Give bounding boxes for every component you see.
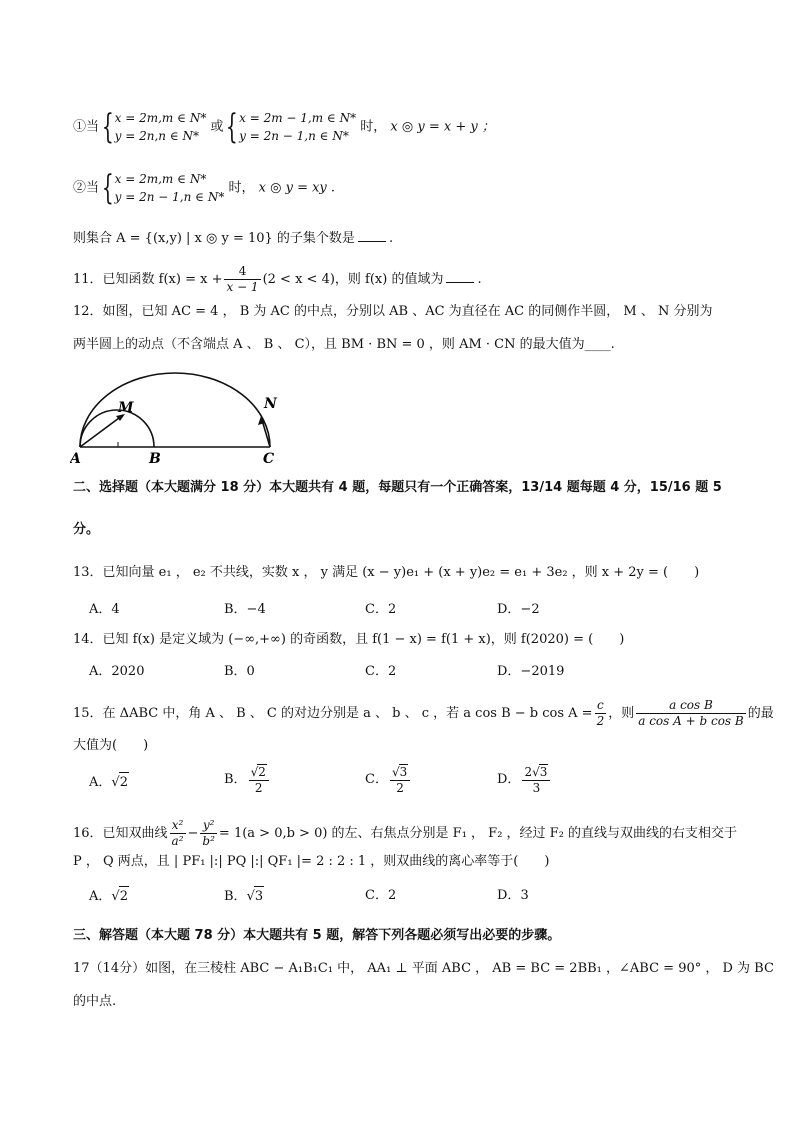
q16-fraction-y: $\frac{\text{y²}}{\text{b²}}$ bbox=[202, 818, 215, 848]
or-text: 或 bbox=[210, 119, 224, 135]
q16-option-d[interactable]: D．3 bbox=[497, 888, 529, 903]
system-c: x = 2m,m ∈ N* y = 2n − 1,n ∈ N* bbox=[114, 172, 225, 204]
brace: { bbox=[101, 107, 114, 147]
semicircle-figure bbox=[70, 370, 290, 465]
q16-fraction-x: $\frac{\text{x²}}{\text{a²}}$ bbox=[171, 818, 184, 848]
question-17-line2: 的中点. bbox=[73, 994, 117, 1009]
when-text: 时， bbox=[228, 180, 255, 196]
q14-option-b[interactable]: B．0 bbox=[224, 664, 255, 679]
q15-option-b[interactable]: B． $\frac{√2}{2}$ bbox=[224, 764, 271, 796]
q15-text: 15．在 ΔABC 中，角 A 、 B 、 C 的对边分别是 a 、 b 、 c ，若 a cos B − b cos A = bbox=[73, 706, 593, 721]
q15-option-c[interactable]: C． $\frac{√3}{2}$ bbox=[365, 764, 412, 796]
question-12-line1: 12．如图，已知 AC = 4 ， B 为 AC 的中点，分别以 AB 、AC 为直径在 AC 的同侧作半圆， M 、 N 分别为 bbox=[73, 304, 713, 319]
q15-text-c: 的最 bbox=[747, 706, 774, 721]
brace: { bbox=[226, 107, 239, 147]
question-15-line1 bbox=[73, 698, 774, 729]
q15-option-d[interactable]: D． $\frac{2√3}{3}$ bbox=[497, 764, 552, 796]
question-15-line2: 大值为( ) bbox=[73, 738, 149, 753]
brace: { bbox=[101, 168, 114, 208]
q10-text: 则集合 A = {(x,y) | x ◎ y = 10} 的子集个数是 bbox=[73, 231, 355, 246]
q14-option-a[interactable]: A．2020 bbox=[89, 664, 145, 679]
label-n: N bbox=[264, 396, 277, 412]
condition-2-prefix: ②当 bbox=[73, 180, 100, 196]
q11-end: . bbox=[477, 272, 482, 287]
condition-1 bbox=[73, 109, 495, 145]
q14-option-c[interactable]: C．2 bbox=[365, 664, 397, 679]
when-text: 时， bbox=[360, 119, 387, 135]
q16-option-a[interactable]: A．√2 bbox=[89, 886, 129, 907]
question-16-line1 bbox=[73, 818, 737, 849]
condition-2 bbox=[73, 170, 335, 206]
small-semicircle bbox=[80, 410, 154, 447]
q13-option-b[interactable]: B．−4 bbox=[224, 602, 266, 617]
section-2-heading-cont: 分。 bbox=[73, 522, 100, 537]
condition-1-prefix: ①当 bbox=[73, 119, 100, 135]
q11-text: 11．已知函数 f(x) = x + bbox=[73, 272, 223, 287]
minus-sign: − bbox=[187, 826, 199, 841]
q15-fraction-c-2: $\frac{c}{2}$ bbox=[596, 698, 605, 728]
label-b: B bbox=[149, 451, 161, 465]
q13-option-a[interactable]: A．4 bbox=[89, 602, 120, 617]
q14-option-d[interactable]: D．−2019 bbox=[497, 664, 565, 679]
system-a: x = 2m,m ∈ N* y = 2n,n ∈ N* bbox=[114, 111, 207, 143]
rule-1: x ◎ y = x + y ； bbox=[390, 119, 495, 135]
answer-blank[interactable] bbox=[446, 270, 474, 283]
q11-fraction: $\frac{4}{x - 1}$ bbox=[226, 264, 259, 294]
label-m: M bbox=[118, 400, 134, 416]
q15-text-b: ，则 bbox=[608, 706, 635, 721]
system-b: x = 2m − 1,m ∈ N* y = 2n − 1,n ∈ N* bbox=[239, 111, 357, 143]
answer-blank[interactable] bbox=[358, 229, 386, 242]
q16-text: 16．已知双曲线 bbox=[73, 826, 168, 841]
q10-end: . bbox=[388, 231, 394, 246]
question-17-line1: 17（14分）如图，在三棱柱 ABC − A₁B₁C₁ 中， AA₁ ⊥ 平面 ABC ， AB = BC = 2BB₁ ，∠ABC = 90° ， D 为 BC bbox=[73, 961, 774, 976]
q13-option-c[interactable]: C．2 bbox=[365, 602, 397, 617]
rule-2: x ◎ y = xy . bbox=[258, 180, 336, 196]
q16-option-c[interactable]: C．2 bbox=[365, 888, 397, 903]
label-a: A bbox=[70, 451, 81, 465]
question-14-stem: 14．已知 f(x) 是定义域为 (−∞,+∞) 的奇函数，且 f(1 − x) = f(1 + x)，则 f(2020) = ( ) bbox=[73, 632, 625, 647]
q13-option-d[interactable]: D．−2 bbox=[497, 602, 540, 617]
q10-tail bbox=[73, 229, 393, 249]
section-3-heading: 三、解答题（本大题 78 分）本大题共有 5 题，解答下列各题必须写出必要的步骤。 bbox=[73, 928, 561, 943]
q15-option-a[interactable]: A．√2 bbox=[89, 772, 129, 793]
section-2-heading: 二、选择题（本大题满分 18 分）本大题共有 4 题，每题只有一个正确答案，13/14 题每题 4 分，15/16 题 5 bbox=[73, 480, 722, 495]
q16-option-b[interactable]: B．√3 bbox=[224, 886, 264, 907]
q11-text-b: (2 < x < 4)，则 f(x) 的值域为 bbox=[262, 272, 444, 287]
question-11 bbox=[73, 264, 482, 295]
q15-fraction-ratio: $\frac{\text{a cos B}}{\text{a cos A + b cos B}}$ bbox=[638, 698, 744, 728]
large-semicircle bbox=[80, 373, 270, 447]
question-12-line2: 两半圆上的动点（不含端点 A 、 B 、 C），且 BM · BN = 0 ，则 AM · CN 的最大值为____. bbox=[73, 337, 615, 352]
q16-text-b: = 1(a > 0,b > 0) 的左、右焦点分别是 F₁ ， F₂ ，经过 F₂ 的直线与双曲线的右支相交于 bbox=[218, 826, 738, 841]
label-c: C bbox=[263, 451, 275, 465]
question-16-line2: P ， Q 两点，且 | PF₁ |:| PQ |:| QF₁ |= 2 : 2 : 1 ，则双曲线的离心率等于( ) bbox=[73, 854, 550, 869]
question-13-stem: 13．已知向量 e₁ ， e₂ 不共线，实数 x ， y 满足 (x − y)e₁ + (x + y)e₂ = e₁ + 3e₂ ，则 x + 2y = ( ) bbox=[73, 565, 700, 580]
